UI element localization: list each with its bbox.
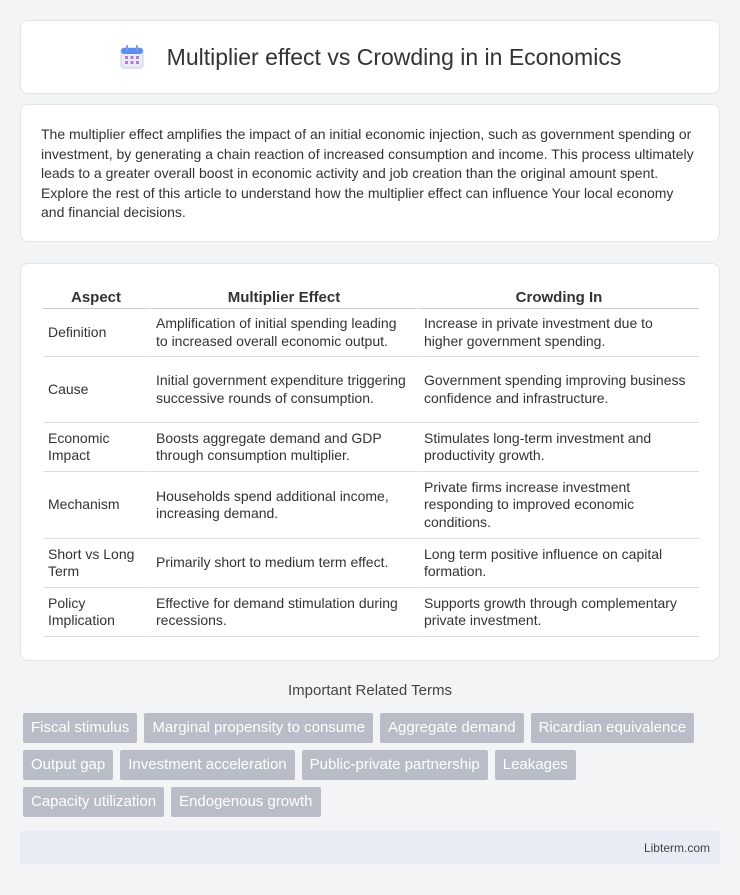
table-cell: Supports growth through complementary private investment. <box>417 588 699 637</box>
table-cell: Private firms increase investment responding to improved economic conditions. <box>417 472 699 539</box>
table-row <box>43 423 699 472</box>
table-cell: Initial government expenditure triggering successive rounds of consumption. <box>149 357 417 423</box>
comparison-table-card <box>20 263 720 661</box>
table-row <box>43 472 699 539</box>
table-cell: Definition <box>43 309 149 357</box>
header-multiplier-effect: Multiplier Effect <box>149 284 417 309</box>
related-term-tag[interactable]: Fiscal stimulus <box>23 713 137 743</box>
related-term-tag[interactable]: Investment acceleration <box>120 750 294 780</box>
intro-text: The multiplier effect amplifies the impact of an initial economic injection, such as government spending or investment, by generating a chain reaction of increased consumption and income. This process ultimately leads to a greater overall boost in economic activity and job creation than the original amount spent. Explore the rest of this article to understand how the multiplier effect can influence Your local economy and financial decisions. <box>41 126 694 220</box>
table-cell: Amplification of initial spending leading to increased overall economic output. <box>149 309 417 357</box>
related-term-tag[interactable]: Ricardian equivalence <box>531 713 695 743</box>
footer-site-link[interactable]: Libterm.com <box>643 841 710 855</box>
table-cell: Government spending improving business confidence and infrastructure. <box>417 357 699 423</box>
related-term-tag[interactable]: Leakages <box>495 750 576 780</box>
table-cell: Policy Implication <box>43 588 149 637</box>
table-row <box>43 309 699 357</box>
table-cell: Long term positive influence on capital formation. <box>417 539 699 588</box>
related-term-tag[interactable]: Aggregate demand <box>380 713 524 743</box>
related-term-tag[interactable]: Endogenous growth <box>171 787 320 817</box>
table-cell: Effective for demand stimulation during recessions. <box>149 588 417 637</box>
calendar-icon <box>119 44 145 70</box>
table-cell: Short vs Long Term <box>43 539 149 588</box>
table-cell: Boosts aggregate demand and GDP through consumption multiplier. <box>149 423 417 472</box>
related-terms-title: Important Related Terms <box>288 682 452 699</box>
table-cell: Stimulates long-term investment and productivity growth. <box>417 423 699 472</box>
related-term-tag[interactable]: Public-private partnership <box>302 750 488 780</box>
table-cell: Households spend additional income, increasing demand. <box>149 472 417 539</box>
page-title: Multiplier effect vs Crowding in in Economics <box>166 43 622 70</box>
related-term-tag[interactable]: Capacity utilization <box>23 787 164 817</box>
table-cell: Increase in private investment due to higher government spending. <box>417 309 699 357</box>
table-row <box>43 539 699 588</box>
table-cell: Cause <box>43 357 149 423</box>
footer <box>20 831 720 864</box>
table-cell: Economic Impact <box>43 423 149 472</box>
related-terms-list <box>23 713 717 817</box>
table-cell: Primarily short to medium term effect. <box>149 539 417 588</box>
related-term-tag[interactable]: Output gap <box>23 750 113 780</box>
intro-card <box>20 104 720 242</box>
table-cell: Mechanism <box>43 472 149 539</box>
related-term-tag[interactable]: Marginal propensity to consume <box>144 713 373 743</box>
table-row <box>43 357 699 423</box>
title-card <box>20 20 720 94</box>
table-row <box>43 588 699 637</box>
comparison-table <box>43 284 699 637</box>
header-aspect: Aspect <box>43 284 149 309</box>
table-header-row <box>43 284 699 309</box>
header-crowding-in: Crowding In <box>417 284 699 309</box>
